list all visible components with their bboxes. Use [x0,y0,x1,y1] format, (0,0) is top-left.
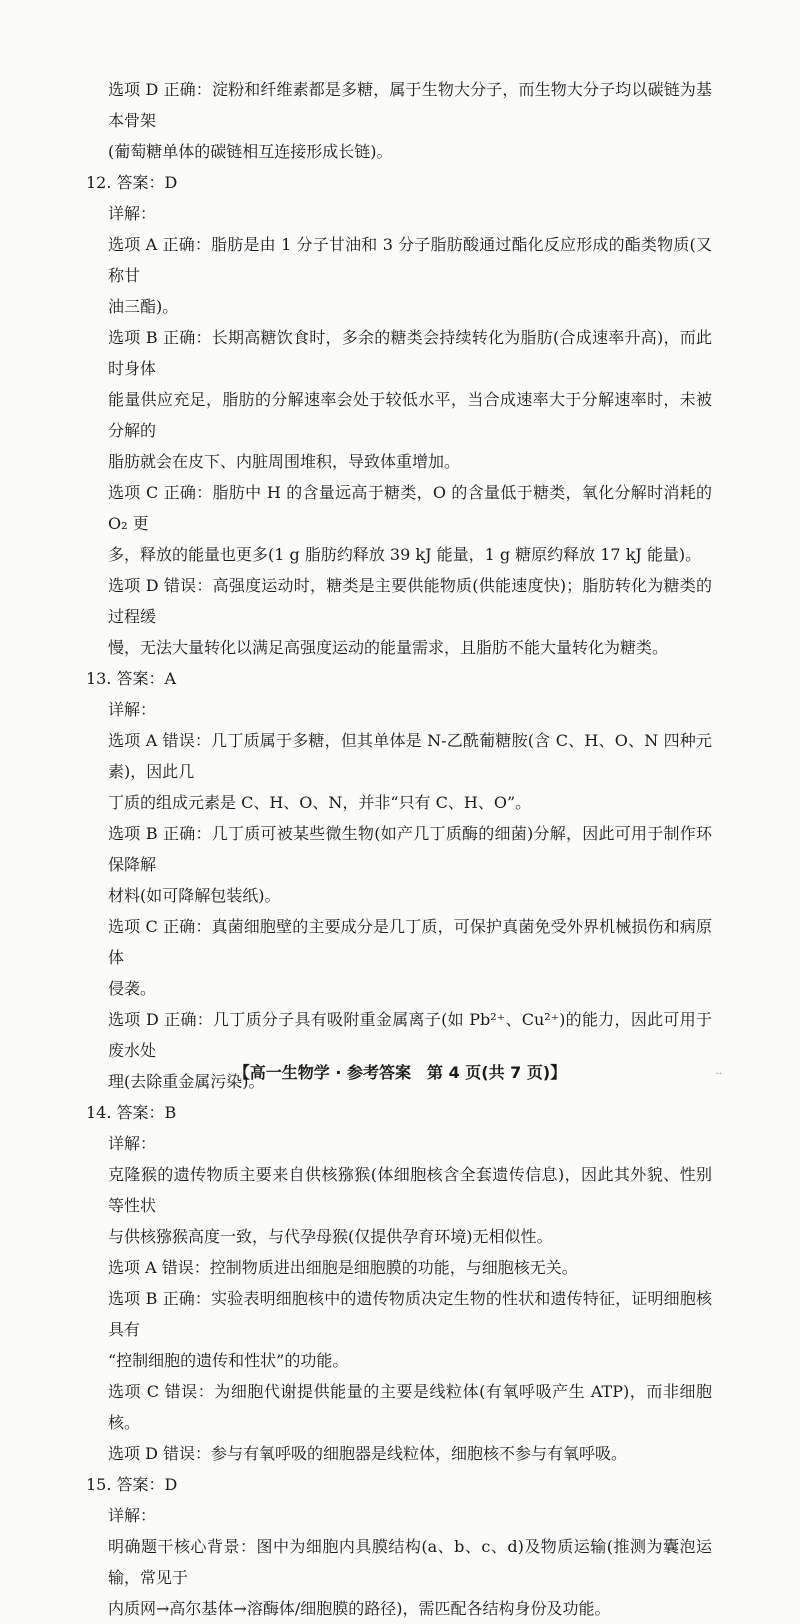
explanation-line: 选项 A 错误：控制物质进出细胞是细胞膜的功能，与细胞核无关。 [108,1258,578,1277]
explanation-line: 选项 B 正确：长期高糖饮食时，多余的糖类会持续转化为脂肪(合成速率升高)，而此时身体 [108,328,712,378]
question-answer-line: 12. 答案：D [86,173,178,192]
explanation-line: 选项 D 正确：淀粉和纤维素都是多糖，属于生物大分子，而生物大分子均以碳链为基本骨架 [108,80,712,130]
explanation-line: 克隆猴的遗传物质主要来自供核猕猴(体细胞核含全套遗传信息)，因此其外貌、性别等性状 [108,1165,712,1215]
explanation-line: 丁质的组成元素是 C、H、O、N，并非“只有 C、H、O”。 [108,793,532,812]
corner-mark: .. [715,1066,722,1077]
explanation-line: 选项 D 错误：高强度运动时，糖类是主要供能物质(供能速度快)；脂肪转化为糖类的过程缓 [108,576,712,626]
question-answer-line: 13. 答案：A [86,669,177,688]
explanation-line: 选项 C 正确：真菌细胞壁的主要成分是几丁质，可保护真菌免受外界机械损伤和病原体 [108,917,712,967]
explanation-line: 明确题干核心背景：图中为细胞内具膜结构(a、b、c、d)及物质运输(推测为囊泡运输，常见于 [108,1537,712,1587]
explanation-line: 详解： [108,1506,157,1525]
explanation-line: 选项 A 错误：几丁质属于多糖，但其单体是 N-乙酰葡糖胺(含 C、H、O、N 四种元素)，因此几 [108,731,712,781]
question-answer-line: 15. 答案：D [86,1475,178,1494]
explanation-line: 选项 A 正确：脂肪是由 1 分子甘油和 3 分子脂肪酸通过酯化反应形成的酯类物质(又称甘 [108,235,712,285]
explanation-line: 详解： [108,1134,157,1153]
explanation-line: 选项 D 错误：参与有氧呼吸的细胞器是线粒体，细胞核不参与有氧呼吸。 [108,1444,628,1463]
explanation-line: 内质网→高尔基体→溶酶体/细胞膜的路径)，需匹配各结构身份及功能。 [108,1599,611,1618]
explanation-line: 选项 C 错误：为细胞代谢提供能量的主要是线粒体(有氧呼吸产生 ATP)，而非细胞核。 [108,1382,712,1432]
explanation-line: 选项 B 正确：实验表明细胞核中的遗传物质决定生物的性状和遗传特征，证明细胞核具有 [108,1289,712,1339]
explanation-line: 油三酯)。 [108,297,179,316]
explanation-line: (葡萄糖单体的碳链相互连接形成长链)。 [108,142,393,161]
explanation-line: 脂肪就会在皮下、内脏周围堆积，导致体重增加。 [108,452,461,471]
explanation-line: 选项 B 正确：几丁质可被某些微生物(如产几丁质酶的细菌)分解，因此可用于制作环保降解 [108,824,712,874]
explanation-line: 多，释放的能量也更多(1 g 脂肪约释放 39 kJ 能量，1 g 糖原约释放 17 kJ 能量)。 [108,545,702,564]
explanation-line: 与供核猕猴高度一致，与代孕母猴(仅提供孕育环境)无相似性。 [108,1227,553,1246]
page-footer: 【高一生物学 · 参考答案 第 4 页(共 7 页)】 [233,1063,567,1082]
explanation-line: “控制细胞的遗传和性状”的功能。 [108,1351,349,1370]
explanation-line: 理(去除重金属污染)。 [108,1072,265,1091]
explanation-line: 能量供应充足，脂肪的分解速率会处于较低水平，当合成速率大于分解速率时，未被分解的 [108,390,712,440]
question-answer-line: 14. 答案：B [86,1103,177,1122]
explanation-line: 慢，无法大量转化以满足高强度运动的能量需求，且脂肪不能大量转化为糖类。 [108,638,669,657]
explanation-line: 材料(如可降解包装纸)。 [108,886,281,905]
answer-body [86,74,712,1624]
explanation-line: 侵袭。 [108,979,157,998]
explanation-line: 选项 C 正确：脂肪中 H 的含量远高于糖类，O 的含量低于糖类，氧化分解时消耗的 O₂ 更 [108,483,712,533]
explanation-line: 选项 D 正确：几丁质分子具有吸附重金属离子(如 Pb²⁺、Cu²⁺)的能力，因此可用于废水处 [108,1010,712,1060]
explanation-line: 详解： [108,204,157,223]
explanation-line: 详解： [108,700,157,719]
